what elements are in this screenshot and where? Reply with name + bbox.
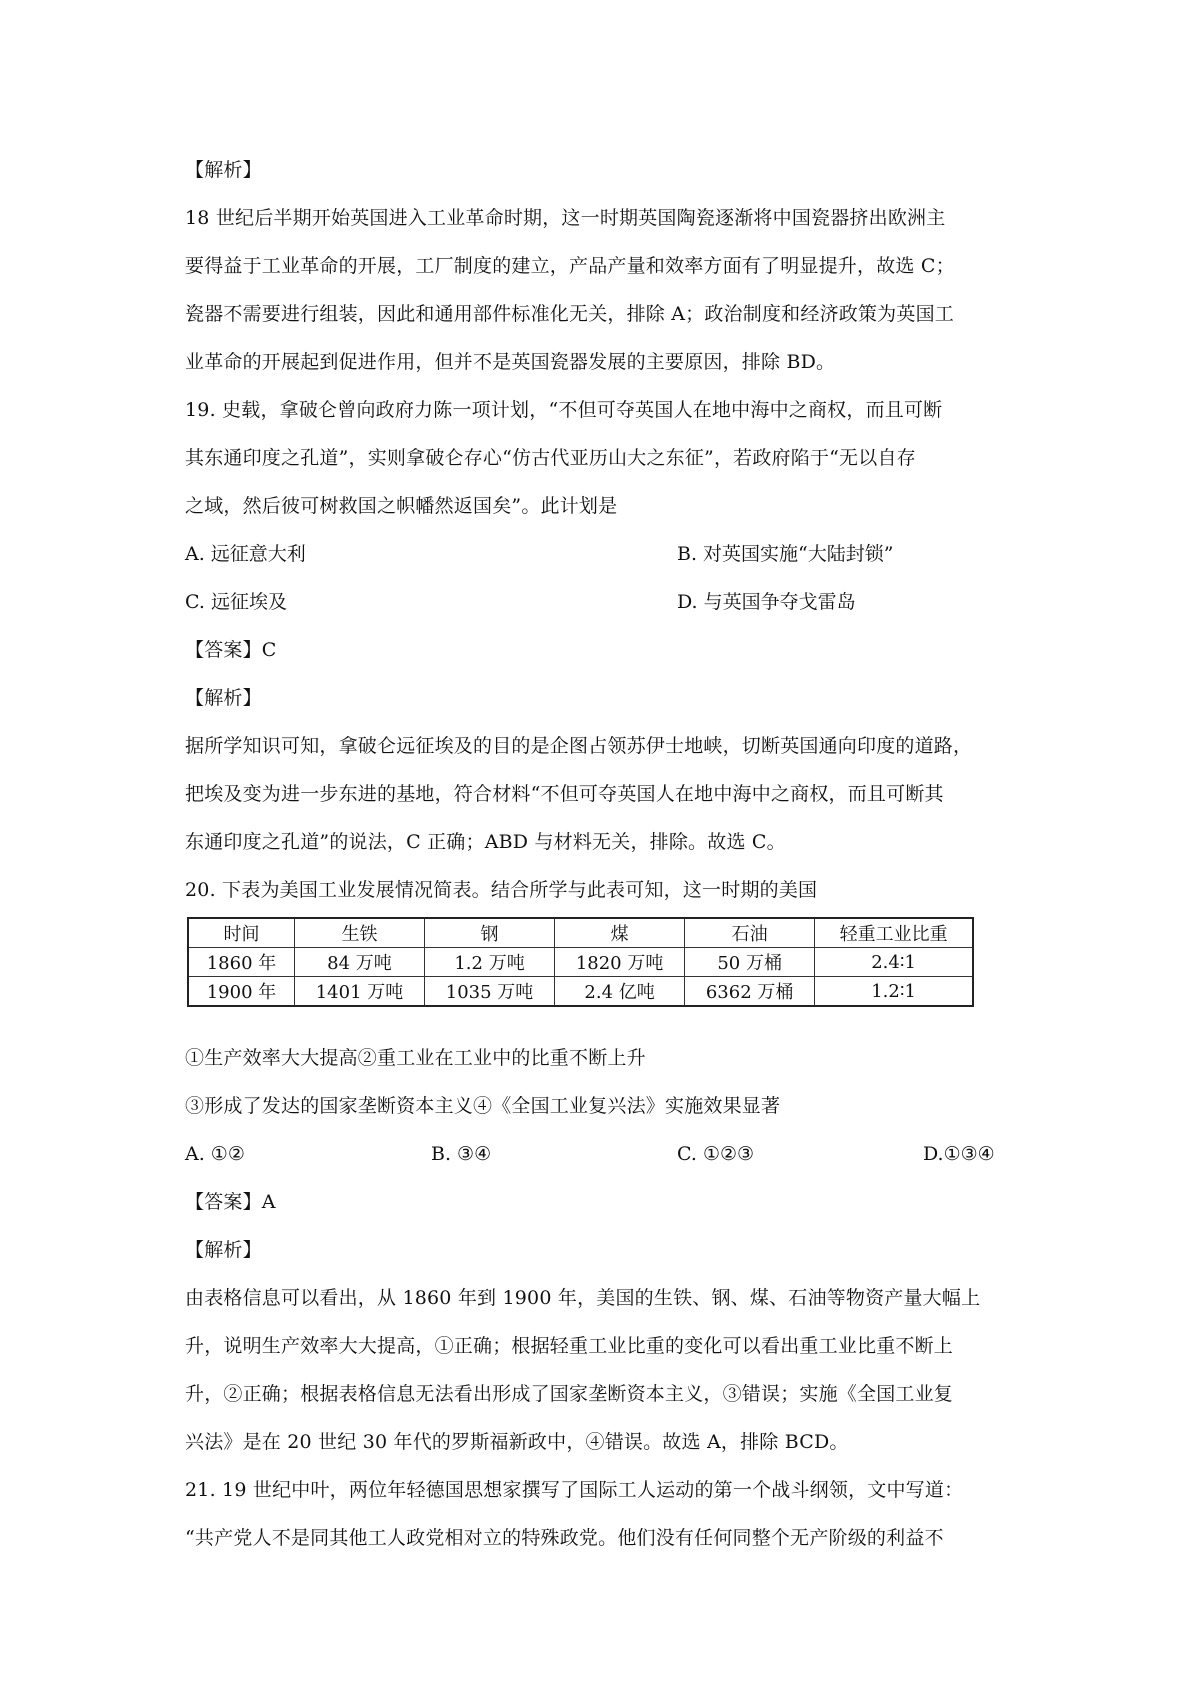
table-cell: 1401 万吨 (294, 977, 424, 1007)
question-19-stem: 其东通印度之孔道”，实则拿破仑存心“仿古代亚历山大之东征”，若政府陷于“无以自存 (185, 447, 916, 469)
analysis-heading: 【解析】 (185, 687, 262, 709)
table-cell: 1860 年 (188, 948, 294, 977)
question-19-stem: 19. 史载，拿破仑曾向政府力陈一项计划，“不但可夺英国人在地中海中之商权，而且可断 (185, 399, 943, 421)
paragraph-line: 东通印度之孔道”的说法，C 正确；ABD 与材料无关，排除。故选 C。 (185, 831, 786, 853)
paragraph-line: 由表格信息可以看出，从 1860 年到 1900 年，美国的生铁、钢、煤、石油等物资产量大幅上 (185, 1287, 981, 1309)
table-cell: 2.4∶1 (815, 948, 973, 977)
table-header-row (188, 918, 973, 948)
paragraph-line: 业革命的开展起到促进作用，但并不是英国瓷器发展的主要原因，排除 BD。 (185, 351, 836, 373)
table-row (188, 948, 973, 977)
table-cell: 84 万吨 (294, 948, 424, 977)
table-header-cell: 石油 (685, 918, 815, 948)
table-header-cell: 生铁 (294, 918, 424, 948)
q19-option-a: A. 远征意大利 (185, 543, 306, 565)
table-header-cell: 轻重工业比重 (815, 918, 973, 948)
industry-table (187, 917, 974, 1007)
table-header-cell: 煤 (555, 918, 685, 948)
paragraph-line: 据所学知识可知，拿破仑远征埃及的目的是企图占领苏伊士地峡，切断英国通向印度的道路， (185, 735, 973, 757)
analysis-heading: 【解析】 (185, 159, 262, 181)
analysis-heading: 【解析】 (185, 1239, 262, 1261)
q20-option-d: D.①③④ (923, 1143, 995, 1165)
statement-line: ①生产效率大大提高②重工业在工业中的比重不断上升 (185, 1047, 646, 1069)
answer-label: 【答案】A (185, 1191, 276, 1213)
q20-option-c: C. ①②③ (677, 1143, 755, 1165)
paragraph-line: 要得益于工业革命的开展，工厂制度的建立，产品产量和效率方面有了明显提升，故选 C； (185, 255, 955, 277)
q19-option-d: D. 与英国争夺戈雷岛 (677, 591, 856, 613)
table-cell: 2.4 亿吨 (555, 977, 685, 1007)
paragraph-line: 升，②正确；根据表格信息无法看出形成了国家垄断资本主义，③错误；实施《全国工业复 (185, 1383, 954, 1405)
table-cell: 1820 万吨 (555, 948, 685, 977)
table-header-cell: 钢 (425, 918, 555, 948)
question-21-stem: 21. 19 世纪中叶，两位年轻德国思想家撰写了国际工人运动的第一个战斗纲领，文中写道： (185, 1479, 964, 1501)
table-header-cell: 时间 (188, 918, 294, 948)
statement-line: ③形成了发达的国家垄断资本主义④《全国工业复兴法》实施效果显著 (185, 1095, 781, 1117)
table-cell: 1.2 万吨 (425, 948, 555, 977)
q19-option-b: B. 对英国实施“大陆封锁” (677, 543, 894, 565)
table-cell: 1900 年 (188, 977, 294, 1007)
paragraph-line: 把埃及变为进一步东进的基地，符合材料“不但可夺英国人在地中海中之商权，而且可断其 (185, 783, 944, 805)
table-cell: 6362 万桶 (685, 977, 815, 1007)
question-20-stem: 20. 下表为美国工业发展情况简表。结合所学与此表可知，这一时期的美国 (185, 879, 818, 901)
q20-option-b: B. ③④ (431, 1143, 492, 1165)
question-21-stem: “共产党人不是同其他工人政党相对立的特殊政党。他们没有任何同整个无产阶级的利益不 (185, 1527, 944, 1549)
answer-label: 【答案】C (185, 639, 277, 661)
paragraph-line: 瓷器不需要进行组装，因此和通用部件标准化无关，排除 A；政治制度和经济政策为英国工 (185, 303, 954, 325)
paragraph-line: 18 世纪后半期开始英国进入工业革命时期，这一时期英国陶瓷逐渐将中国瓷器挤出欧洲主 (185, 207, 946, 229)
table-cell: 1035 万吨 (425, 977, 555, 1007)
paragraph-line: 升，说明生产效率大大提高，①正确；根据轻重工业比重的变化可以看出重工业比重不断上 (185, 1335, 954, 1357)
paragraph-line: 兴法》是在 20 世纪 30 年代的罗斯福新政中，④错误。故选 A，排除 BCD。 (185, 1431, 849, 1453)
table-cell: 1.2∶1 (815, 977, 973, 1007)
q20-option-a: A. ①② (185, 1143, 245, 1165)
question-19-stem: 之域，然后彼可树救国之帜幡然返国矣”。此计划是 (185, 495, 618, 517)
table-row (188, 977, 973, 1007)
q19-option-c: C. 远征埃及 (185, 591, 287, 613)
table-cell: 50 万桶 (685, 948, 815, 977)
